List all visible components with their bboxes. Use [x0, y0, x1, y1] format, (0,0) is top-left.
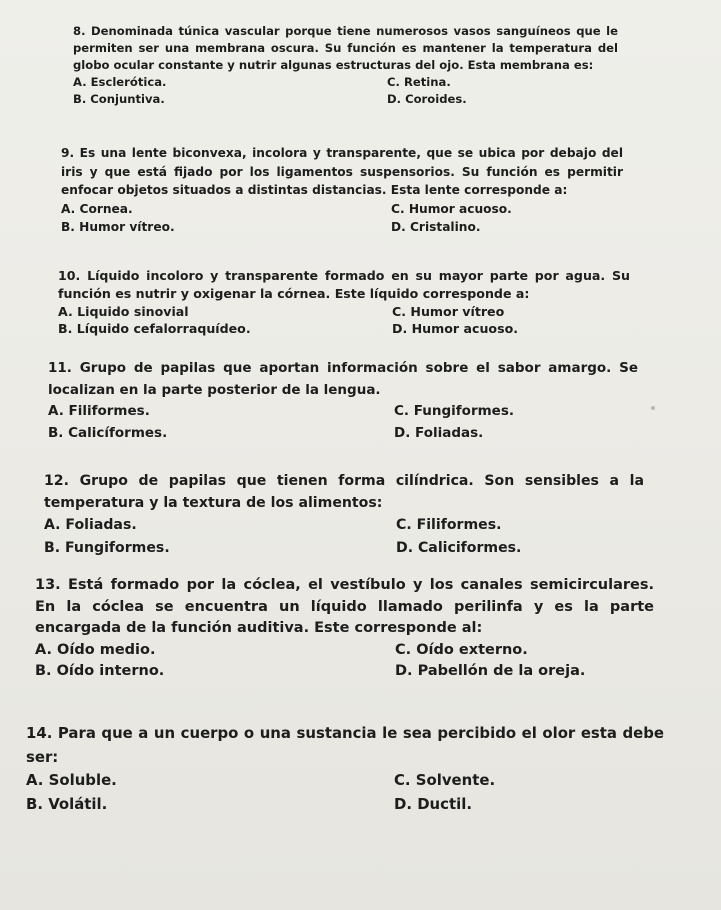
- question-10-options: [58, 303, 630, 339]
- question-10: [58, 267, 630, 338]
- question-8: [73, 23, 618, 108]
- question-14-option-c: C. Solvente.: [394, 771, 496, 789]
- question-12-stem: 12. Grupo de papilas que tienen forma cilíndrica. Son sensibles a la temperatura y la textura de los alimentos:: [44, 473, 644, 512]
- question-11-options: [48, 401, 638, 444]
- question-13: [35, 575, 654, 683]
- question-12-option-b: B. Fungiformes.: [44, 539, 170, 556]
- question-12-option-d: D. Caliciformes.: [396, 539, 522, 556]
- paper-speck: [651, 406, 655, 410]
- question-10-option-b: B. Líquido cefalorraquídeo.: [58, 321, 251, 337]
- question-14-option-a: A. Soluble.: [26, 771, 117, 789]
- question-14-options: [26, 769, 664, 816]
- question-14-option-b: B. Volátil.: [26, 794, 108, 813]
- question-13-option-d: D. Pabellón de la oreja.: [395, 663, 586, 680]
- question-13-option-a: A. Oído medio.: [35, 641, 156, 658]
- question-8-stem: 8. Denominada túnica vascular porque tiene numerosos vasos sanguíneos que le permiten ser una membrana oscura. Su función es mantener la temperatura del globo ocular constante y nutrir algunas estructuras del ojo. Esta membrana es:: [73, 24, 618, 72]
- question-11: [48, 358, 638, 445]
- question-9-option-a: A. Cornea.: [61, 201, 133, 216]
- question-9-option-d: D. Cristalino.: [391, 220, 481, 234]
- question-9-option-b: B. Humor vítreo.: [61, 220, 175, 234]
- question-12: [44, 470, 644, 559]
- question-9-options: [61, 200, 623, 237]
- question-11-option-c: C. Fungiformes.: [394, 403, 514, 420]
- question-8-options: [73, 74, 618, 108]
- question-9: [61, 144, 623, 237]
- question-8-option-a: A. Esclerótica.: [73, 74, 167, 89]
- question-14: [26, 722, 664, 816]
- question-11-option-b: B. Calicíformes.: [48, 425, 168, 442]
- question-11-option-a: A. Filiformes.: [48, 403, 150, 420]
- question-8-option-d: D. Coroides.: [387, 91, 467, 106]
- question-13-stem: 13. Está formado por la cóclea, el vestíbulo y los canales semicirculares. En la cóclea se encuentra un líquido llamado perilinfa y es la parte encargada de la función auditiva. Este corresponde al:: [35, 577, 654, 637]
- question-10-option-d: D. Humor acuoso.: [392, 321, 519, 337]
- question-14-option-d: D. Ductil.: [394, 794, 472, 813]
- question-13-option-b: B. Oído interno.: [35, 663, 165, 680]
- question-10-option-c: C. Humor vítreo: [392, 303, 505, 319]
- question-9-option-c: C. Humor acuoso.: [391, 201, 512, 216]
- question-14-stem: 14. Para que a un cuerpo o una sustancia le sea percibido el olor esta debe ser:: [26, 724, 664, 766]
- question-12-options: [44, 514, 644, 558]
- question-13-options: [35, 640, 654, 683]
- question-8-option-c: C. Retina.: [387, 74, 451, 89]
- question-10-option-a: A. Liquido sinovial: [58, 303, 189, 319]
- question-10-stem: 10. Líquido incoloro y transparente formado en su mayor parte por agua. Su función es nutrir y oxigenar la córnea. Este líquido corresponde a:: [58, 268, 630, 301]
- question-11-stem: 11. Grupo de papilas que aportan información sobre el sabor amargo. Se localizan en la parte posterior de la lengua.: [48, 360, 638, 398]
- question-9-stem: 9. Es una lente biconvexa, incolora y transparente, que se ubica por debajo del iris y que está fijado por los ligamentos suspensorios. Su función es permitir enfocar objetos situados a distintas distancias. Esta lente corresponde a:: [61, 146, 623, 197]
- question-12-option-c: C. Filiformes.: [396, 517, 502, 534]
- question-11-option-d: D. Foliadas.: [394, 425, 484, 442]
- question-13-option-c: C. Oído externo.: [395, 641, 528, 658]
- question-12-option-a: A. Foliadas.: [44, 517, 137, 534]
- question-8-option-b: B. Conjuntiva.: [73, 91, 165, 106]
